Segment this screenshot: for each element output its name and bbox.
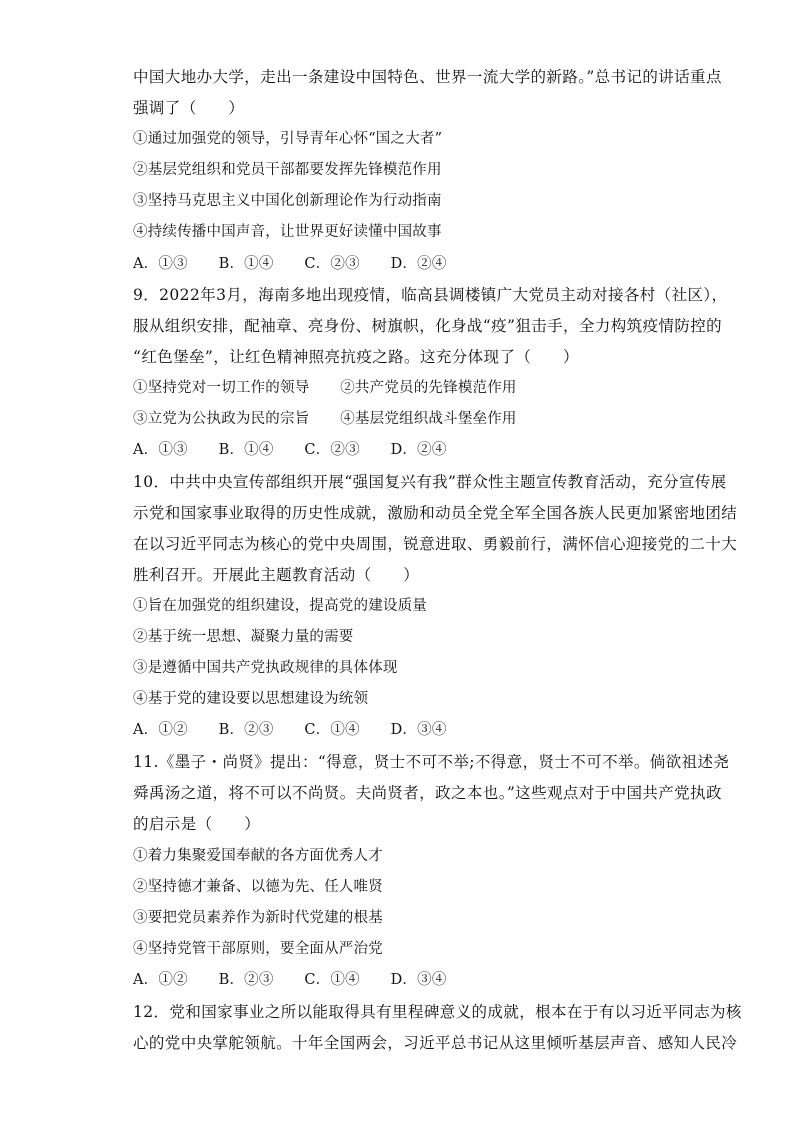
q8-choice-b[interactable]: B．①④ — [218, 256, 274, 272]
q11-choice-c[interactable]: C．①④ — [304, 972, 360, 988]
q8-choice-d[interactable]: D．②④ — [390, 256, 447, 272]
q8-stem-line-1: 中国大地办大学，走出一条建设中国特色、世界一流大学的新路。”总书记的讲话重点 — [133, 68, 722, 86]
q8-item-3: ③坚持马克思主义中国化创新理论作为行动指南 — [133, 193, 442, 209]
q11-item-4: ④坚持党管干部原则，要全面从严治党 — [133, 941, 383, 957]
q11-item-1: ①着力集聚爱国奉献的各方面优秀人才 — [133, 848, 383, 864]
q9-item-2: ②共产党员的先锋模范作用 — [340, 380, 517, 396]
q11-stem-line-1: 11.《墨子・尚贤》提出：“得意，贤士不可不举;不得意，贤士不可不举。倘欲祖述尧 — [133, 753, 730, 771]
q9-choice-b[interactable]: B．①④ — [218, 442, 274, 458]
q8-item-1: ①通过加强党的领导，引导青年心怀“国之大者” — [133, 131, 443, 147]
q10-stem-line-4: 胜利召开。开展此主题教育活动（ ） — [133, 566, 420, 584]
q10-item-4: ④基于党的建设要以思想建设为统领 — [133, 691, 369, 707]
q10-stem-line-3: 在以习近平同志为核心的党中央周围，锐意进取、勇毅前行，满怀信心迎接党的二十大 — [133, 535, 738, 553]
q10-choice-a[interactable]: A．①② — [133, 722, 188, 738]
q9-item-1: ①坚持党对一切工作的领导 — [133, 380, 310, 396]
q8-item-4: ④持续传播中国声音，让世界更好读懂中国故事 — [133, 224, 442, 240]
q9-choices — [133, 440, 666, 460]
q10-item-3: ③是遵循中国共产党执政规律的具体体现 — [133, 660, 398, 676]
q12-stem-line-2: 心的党中央掌舵领航。十年全国两会，习近平总书记从这里倾听基层声音、感知人民冷 — [133, 1034, 738, 1052]
q8-item-2: ②基层党组织和党员干部都要发挥先锋模范作用 — [133, 162, 442, 178]
q9-items-row-1 — [133, 378, 666, 398]
q9-stem-line-3: “红色堡垒”，让红色精神照亮抗疫之路。这充分体现了（ ） — [133, 348, 579, 366]
q10-item-1: ①旨在加强党的组织建设，提高党的建设质量 — [133, 598, 427, 614]
q11-choice-b[interactable]: B．②③ — [218, 972, 274, 988]
q9-choice-d[interactable]: D．②④ — [390, 442, 447, 458]
q9-choice-a[interactable]: A．①③ — [133, 442, 188, 458]
q10-choice-c[interactable]: C．①④ — [304, 722, 360, 738]
q11-item-3: ③要把党员素养作为新时代党建的根基 — [133, 910, 383, 926]
q11-stem-line-3: 的启示是（ ） — [133, 815, 261, 833]
q9-choice-c[interactable]: C．②③ — [304, 442, 360, 458]
q9-item-4: ④基层党组织战斗堡垒作用 — [340, 411, 517, 427]
q11-item-2: ②坚持德才兼备、以德为先、任人唯贤 — [133, 879, 383, 895]
q10-choice-b[interactable]: B．②③ — [218, 722, 274, 738]
q9-item-3: ③立党为公执政为民的宗旨 — [133, 411, 310, 427]
q11-choices — [133, 970, 666, 990]
q8-choices — [133, 254, 666, 274]
q11-choice-d[interactable]: D．③④ — [390, 972, 447, 988]
q8-stem-line-2: 强调了（ ） — [133, 99, 245, 117]
q11-choice-a[interactable]: A．①② — [133, 972, 188, 988]
q8-choice-a[interactable]: A．①③ — [133, 256, 188, 272]
q9-items-row-2 — [133, 409, 666, 429]
q11-stem-line-2: 舜禹汤之道，将不可以不尚贤。夫尚贤者，政之本也。”这些观点对于中国共产党执政 — [133, 784, 722, 802]
q10-stem-line-1: 10．中共中央宣传部组织开展“强国复兴有我”群众性主题宣传教育活动，充分宣传展 — [133, 473, 727, 491]
q8-choice-c[interactable]: C．②③ — [304, 256, 360, 272]
q12-stem-line-1: 12．党和国家事业之所以能取得具有里程碑意义的成就，根本在于有以习近平同志为核 — [133, 1003, 742, 1021]
q10-choice-d[interactable]: D．③④ — [390, 722, 447, 738]
q9-stem-line-2: 服从组织安排，配袖章、亮身份、树旗帜，化身战“疫”狙击手，全力构筑疫情防控的 — [133, 317, 723, 335]
q10-stem-line-2: 示党和国家事业取得的历史性成就，激励和动员全党全军全国各族人民更加紧密地团结 — [133, 504, 738, 522]
q9-stem-line-1: 9．2022年3月，海南多地出现疫情，临高县调楼镇广大党员主动对接各村（社区）， — [133, 286, 728, 304]
q10-item-2: ②基于统一思想、凝聚力量的需要 — [133, 629, 354, 645]
q10-choices — [133, 720, 666, 740]
